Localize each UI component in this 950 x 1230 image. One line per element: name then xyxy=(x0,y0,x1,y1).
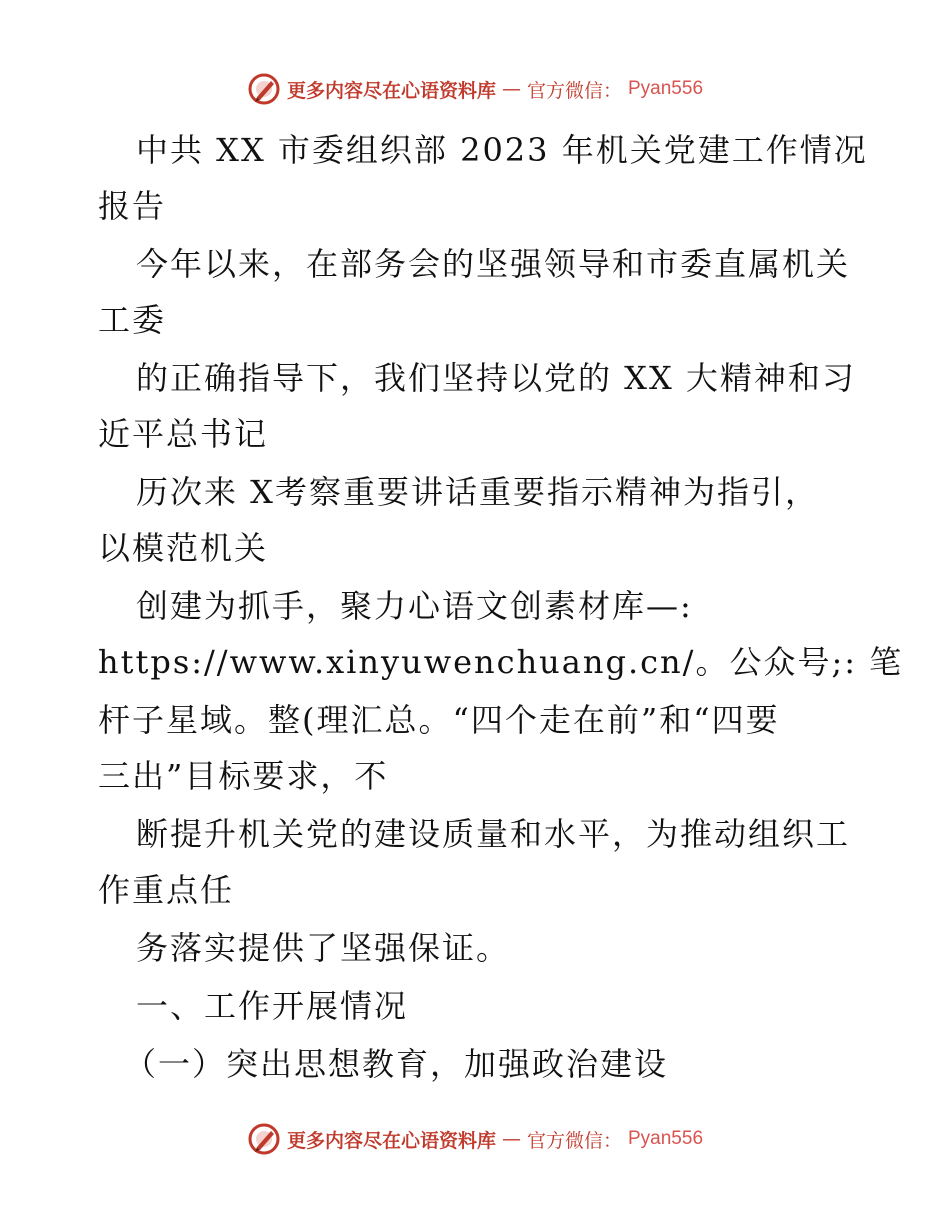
watermark-wechat-id: Pyan556 xyxy=(628,78,704,99)
section-heading: 一、工作开展情况 xyxy=(136,987,409,1025)
pen-logo-icon xyxy=(247,72,281,106)
paragraph-line: 近平总书记 xyxy=(98,415,269,453)
paragraph-line: 历次来 X考察重要讲话重要指示精神为指引， xyxy=(136,473,819,511)
paragraph-line-url: https://www.xinyuwenchuang.cn/。公众号;: 笔 xyxy=(98,643,904,681)
watermark-main-text: 更多内容尽在心语资料库 xyxy=(286,79,496,102)
subsection-heading: （一）突出思想教育，加强政治建设 xyxy=(124,1045,669,1083)
watermark-dash: — xyxy=(501,1128,521,1150)
paragraph-line: 工委 xyxy=(98,301,167,339)
document-title-line-1: 中共 XX 市委组织部 2023 年机关党建工作情况 xyxy=(136,131,868,169)
paragraph-line: 今年以来，在部务会的坚强领导和市委直属机关 xyxy=(136,245,851,283)
paragraph-line: 作重点任 xyxy=(98,871,235,909)
paragraph-line: 断提升机关党的建设质量和水平，为推动组织工 xyxy=(136,815,851,853)
paragraph-line: 的正确指导下，我们坚持以党的 XX 大精神和习 xyxy=(136,359,856,397)
watermark-banner-top xyxy=(0,72,950,106)
document-title-line-2: 报告 xyxy=(98,187,167,225)
paragraph-line: 务落实提供了坚强保证。 xyxy=(136,929,511,967)
paragraph-line: 以模范机关 xyxy=(98,529,269,567)
watermark-dash: — xyxy=(501,78,521,100)
watermark-wechat-label: 官方微信： xyxy=(526,1129,622,1152)
paragraph-line: 创建为抓手，聚力心语文创素材库—: xyxy=(136,587,693,625)
watermark-banner-bottom xyxy=(0,1122,950,1156)
paragraph-line: 三出”目标要求，不 xyxy=(98,757,389,795)
pen-logo-icon xyxy=(247,1122,281,1156)
watermark-main-text: 更多内容尽在心语资料库 xyxy=(286,1129,496,1152)
watermark-wechat-label: 官方微信： xyxy=(526,79,622,102)
watermark-wechat-id: Pyan556 xyxy=(628,1128,704,1149)
paragraph-line: 杆子星域。整(理汇总。“四个走在前”和“四要 xyxy=(98,701,780,739)
